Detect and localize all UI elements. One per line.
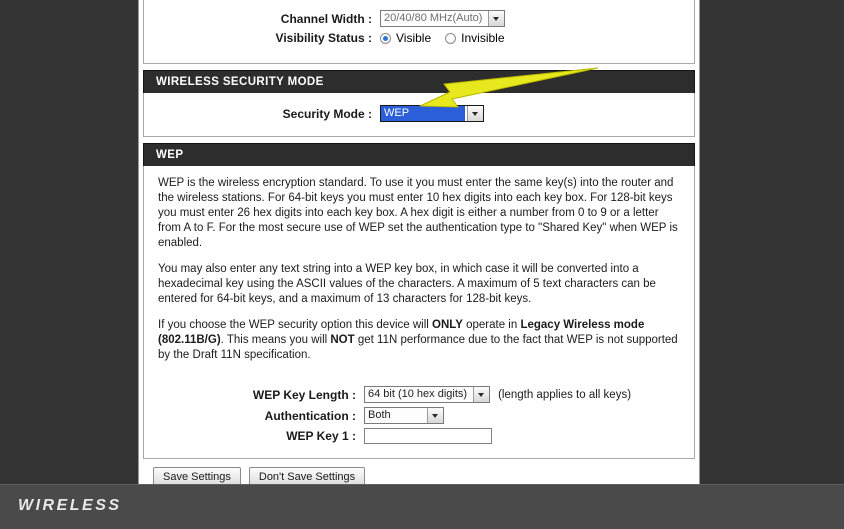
chevron-down-icon[interactable]	[467, 106, 483, 121]
legacy-note-part2: operate in	[462, 319, 521, 331]
dont-save-settings-button[interactable]: Don't Save Settings	[249, 467, 365, 487]
wep-legacy-note	[158, 318, 680, 363]
wep-field-group	[144, 378, 694, 458]
wep-panel-header: WEP	[143, 143, 695, 166]
channel-width-row	[154, 10, 684, 27]
wep-key-length-row	[144, 386, 694, 403]
chevron-down-icon[interactable]	[488, 11, 504, 26]
visibility-invisible-radio[interactable]	[445, 31, 504, 45]
security-mode-value: WEP	[381, 106, 465, 121]
legacy-note-part4: get 11N performance due to the fact that WEP is not supported by the Draft 11N specification.	[158, 334, 678, 361]
wep-key-length-note: (length applies to all keys)	[498, 388, 632, 401]
right-gutter	[700, 0, 844, 484]
footer-bar	[0, 484, 844, 529]
security-mode-label: Security Mode :	[282, 106, 372, 121]
chevron-down-icon[interactable]	[473, 387, 489, 402]
legacy-note-legacy-mode: Legacy Wireless mode (802.11B/G)	[158, 319, 645, 346]
chevron-down-icon[interactable]	[427, 408, 443, 423]
save-settings-button[interactable]: Save Settings	[153, 467, 241, 487]
security-mode-row	[154, 105, 684, 122]
wireless-settings-partial-panel	[143, 0, 695, 64]
left-gutter	[0, 0, 138, 484]
wireless-security-mode-panel	[143, 70, 695, 137]
authentication-row	[144, 407, 694, 424]
legacy-note-part1: If you choose the WEP security option this device will	[158, 319, 433, 331]
wep-description	[144, 166, 694, 378]
footer-section-label: WIRELESS	[18, 497, 122, 514]
authentication-label: Authentication :	[264, 408, 356, 423]
channel-width-label: Channel Width :	[280, 11, 372, 26]
channel-width-value: 20/40/80 MHz(Auto)	[384, 12, 483, 24]
visibility-status-label: Visibility Status :	[275, 31, 372, 45]
authentication-select[interactable]	[364, 407, 444, 424]
legacy-note-part3: . This means you will	[220, 334, 331, 346]
radio-icon-visible[interactable]	[380, 33, 391, 44]
wep-key-1-input[interactable]	[364, 428, 492, 444]
channel-width-select[interactable]	[380, 10, 505, 27]
wep-key-length-value: 64 bit (10 hex digits)	[368, 388, 468, 400]
visibility-visible-radio[interactable]	[380, 31, 431, 45]
radio-icon-invisible[interactable]	[445, 33, 456, 44]
security-mode-select[interactable]	[380, 105, 484, 122]
visibility-status-row	[154, 31, 684, 45]
wep-paragraph-1: WEP is the wireless encryption standard. To use it you must enter the same key(s) into the router and the wireless stations. For 64-bit keys you must enter 10 hex digits into each key box. For 128-bit keys you must enter 26 hex digits into each key box. A hex digit is either a number from 0 to 9 or a letter from A to F. For the most secure use of WEP set the authentication type to "Shared Key" when WEP is enabled.	[158, 177, 678, 249]
visibility-invisible-label: Invisible	[461, 31, 505, 45]
wep-key-length-select[interactable]	[364, 386, 490, 403]
authentication-value: Both	[368, 409, 391, 421]
router-config-content	[138, 0, 700, 497]
visibility-visible-label: Visible	[396, 31, 432, 45]
legacy-note-not: NOT	[330, 334, 355, 346]
wireless-security-mode-header: WIRELESS SECURITY MODE	[143, 70, 695, 93]
wep-key-length-label: WEP Key Length :	[252, 387, 356, 402]
wep-key-1-label: WEP Key 1 :	[286, 429, 356, 443]
legacy-note-only: ONLY	[432, 319, 463, 331]
wep-key-1-row	[144, 428, 694, 444]
wep-paragraph-2: You may also enter any text string into a WEP key box, in which case it will be converted into a hexadecimal key using the ASCII values of the characters. A maximum of 5 text characters can be entered for 64-bit keys, and a maximum of 13 characters for 128-bit keys.	[158, 263, 656, 305]
wep-panel	[143, 143, 695, 459]
